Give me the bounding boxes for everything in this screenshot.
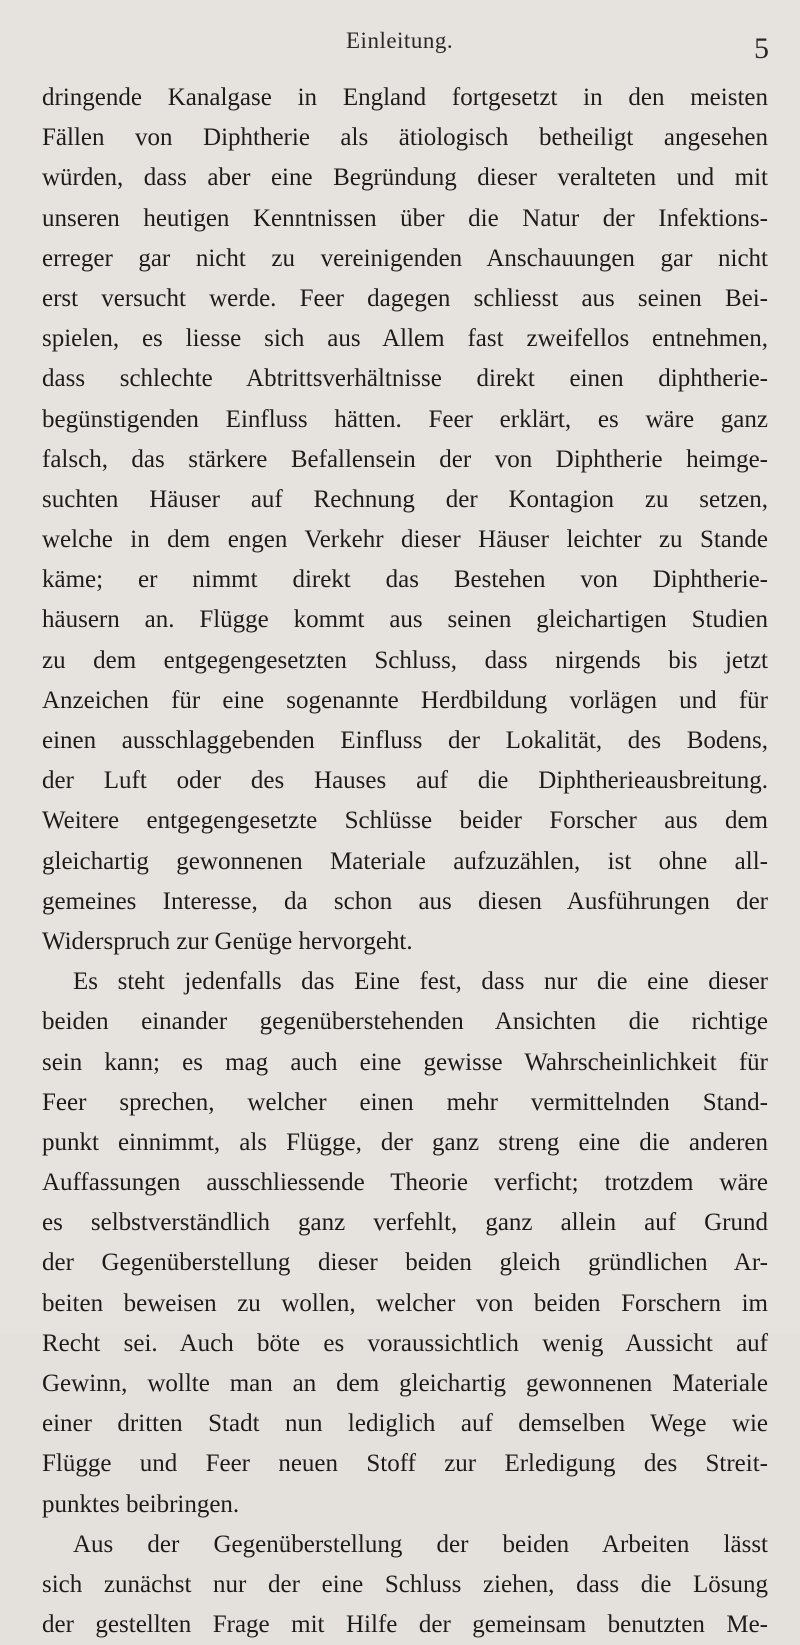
text-line: spielen, es liesse sich aus Allem fast zweifellos entnehmen,: [42, 325, 768, 353]
text-line: unseren heutigen Kenntnissen über die Natur der Infektions-: [42, 204, 768, 232]
text-line: zu dem entgegengesetzten Schluss, dass nirgends bis jetzt: [42, 646, 768, 674]
text-line: erreger gar nicht zu vereinigenden Anschauungen gar nicht: [42, 244, 768, 272]
page-number: 5: [754, 32, 769, 65]
text-line: Flügge und Feer neuen Stoff zur Erledigung des Streit-: [42, 1450, 768, 1478]
text-line: gemeines Interesse, da schon aus diesen Ausführungen der: [42, 887, 768, 915]
text-line: falsch, das stärkere Befallensein der von Diphtherie heimge-: [42, 445, 768, 473]
text-line: gleichartig gewonnenen Materiale aufzuzählen, ist ohne all-: [42, 847, 768, 875]
text-line: Fällen von Diphtherie als ätiologisch betheiligt angesehen: [42, 124, 768, 152]
text-line: suchten Häuser auf Rechnung der Kontagion zu setzen,: [42, 485, 768, 513]
running-title: Einleitung.: [346, 28, 454, 53]
text-line: Gewinn, wollte man an dem gleichartig gewonnenen Materiale: [42, 1370, 768, 1397]
text-line: es selbstverständlich ganz verfehlt, ganz allein auf Grund: [42, 1209, 768, 1237]
text-line: punktes beibringen.: [42, 1490, 240, 1518]
text-line: Es steht jedenfalls das Eine fest, dass nur die eine dieser: [73, 968, 768, 996]
text-line: Weitere entgegengesetzte Schlüsse beider Forscher aus dem: [42, 807, 768, 835]
text-line: erst versucht werde. Feer dagegen schliesst aus seinen Bei-: [42, 284, 768, 312]
text-line: beiten beweisen zu wollen, welcher von beiden Forschern im: [42, 1289, 768, 1317]
body-text: [42, 78, 768, 1645]
text-line: dringende Kanalgase in England fortgesetzt in den meisten: [42, 84, 768, 111]
text-line: Widerspruch zur Genüge hervorgeht.: [42, 927, 413, 955]
text-line: Feer sprechen, welcher einen mehr vermittelnden Stand-: [42, 1088, 768, 1116]
text-line: sich zunächst nur der eine Schluss ziehen, dass die Lösung: [42, 1570, 768, 1598]
text-line: begünstigenden Einfluss hätten. Feer erklärt, es wäre ganz: [42, 405, 768, 433]
text-line: einen ausschlaggebenden Einfluss der Lokalität, des Bodens,: [42, 727, 768, 754]
text-line: welche in dem engen Verkehr dieser Häuser leichter zu Stande: [42, 526, 768, 554]
text-line: Auffassungen ausschliessende Theorie verficht; trotzdem wäre: [42, 1169, 768, 1197]
text-line: häusern an. Flügge kommt aus seinen gleichartigen Studien: [42, 606, 768, 634]
text-line: punkt einnimmt, als Flügge, der ganz streng eine die anderen: [42, 1128, 768, 1156]
text-line: dass schlechte Abtrittsverhältnisse direkt einen diphtherie-: [42, 365, 768, 393]
text-line: käme; er nimmt direkt das Bestehen von Diphtherie-: [42, 566, 768, 594]
page-header: [0, 20, 800, 65]
text-line: würden, dass aber eine Begründung dieser veralteten und mit: [42, 164, 768, 192]
text-line: der gestellten Frage mit Hilfe der gemeinsam benutzten Me-: [42, 1611, 768, 1639]
text-line: Recht sei. Auch böte es voraussichtlich wenig Aussicht auf: [42, 1329, 768, 1357]
text-line: der Gegenüberstellung dieser beiden gleich gründlichen Ar-: [42, 1249, 768, 1277]
text-line: einer dritten Stadt nun lediglich auf demselben Wege wie: [42, 1410, 768, 1438]
text-line: beiden einander gegenüberstehenden Ansichten die richtige: [42, 1008, 768, 1036]
text-line: der Luft oder des Hauses auf die Diphtherieausbreitung.: [42, 767, 768, 795]
text-line: sein kann; es mag auch eine gewisse Wahrscheinlichkeit für: [42, 1048, 768, 1076]
text-line: Anzeichen für eine sogenannte Herdbildung vorlägen und für: [42, 686, 768, 714]
text-line: Aus der Gegenüberstellung der beiden Arbeiten lässt: [73, 1530, 768, 1558]
